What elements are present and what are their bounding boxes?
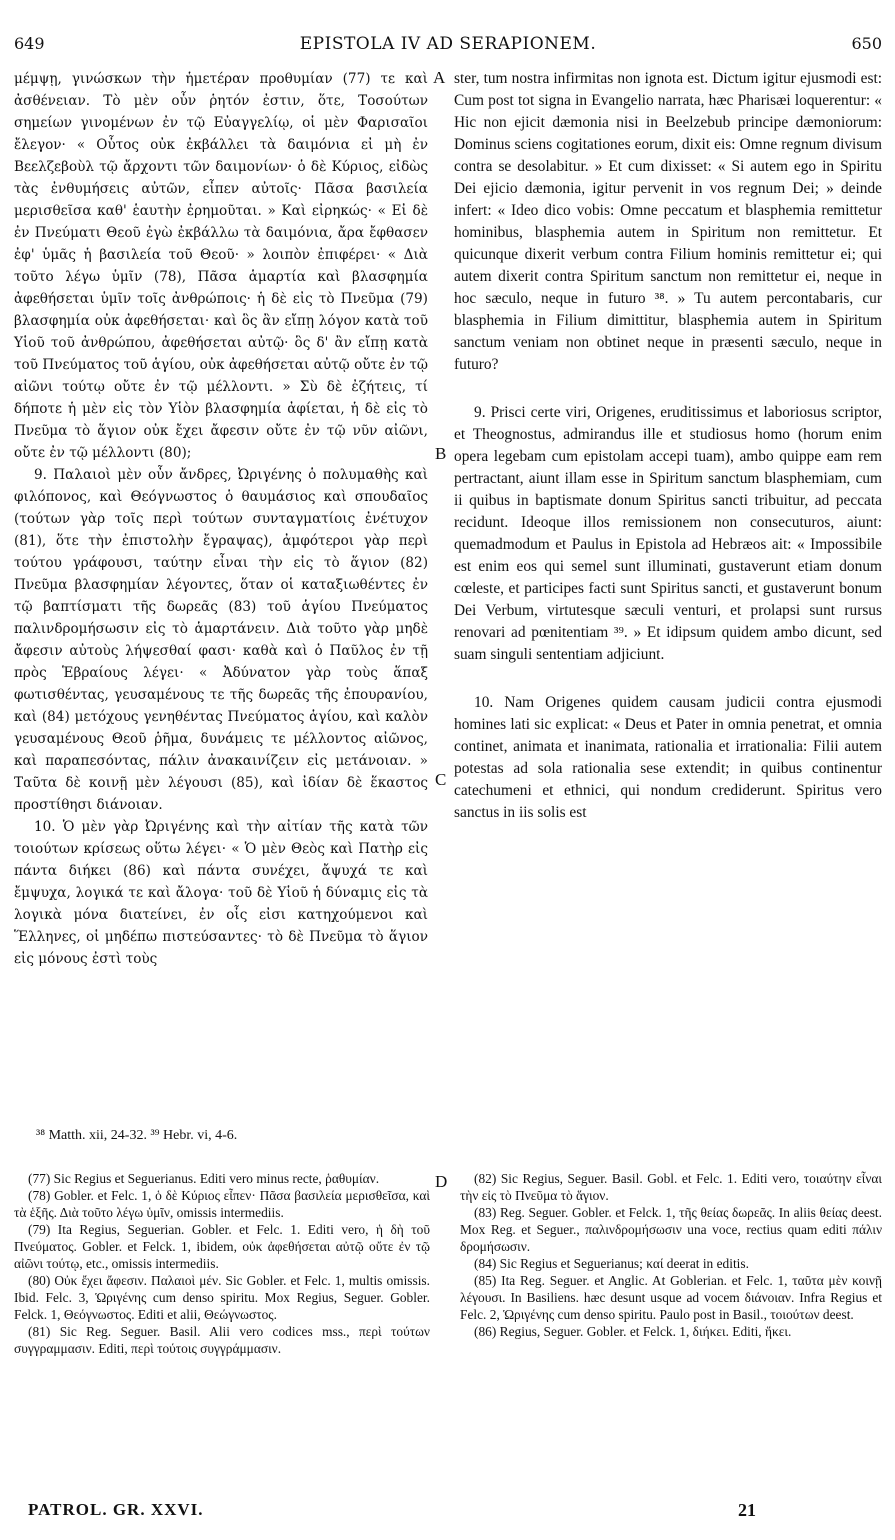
footnote: (80) Οὐκ ἔχει ἄφεσιν. Παλαιοὶ μέν. Sic Gobler. et Felc. 1, multis omissis. Ibid. Felc. 3, Ὡριγένης cum denso spiritu. Mox Regius, Seguer. Gobler. Felck. 1, Θεόγνωστος. Editi et alii, Θεώγνωστος. xyxy=(14,1273,430,1322)
page-number-left: 649 xyxy=(14,34,45,53)
footnotes-left xyxy=(14,1170,430,1357)
latin-paragraph-1: ster, tum nostra infirmitas non ignota est. Dictum igitur ejusmodi est: Cum post tot signa in Evangelio narrata, hæc Pharisæi loquerentur: « Hic non ejicit dæmonia nisi in Beelzebub principe dæmoniorum: Dominus sciens cogitationes eorum, dixit eis: Omne regnum divisum contra se desolabitur. » Et cum dixisset: « Si autem ego in Spiritu Dei ejicio dæmonia, igitur pervenit in vos regnum Dei; » deinde infert: « Ideo dico vobis: Omne peccatum et blasphemia remittetur hominibus, blasphemia autem in Spiritum non remittetur. Et quicunque dixerit verbum contra Filium hominis remittetur ei; qui autem dixerit contra Spiritum sanctum non remittetur ei, neque in hoc sæculo, neque in futuro ³⁸. » Tu autem percontabaris, cur blasphemia in Filium dimittitur, blasphemia autem in Spiritum sanctum veniam non obtinet neque in præsenti sæculo, neque in futuro? xyxy=(454,70,882,373)
running-header xyxy=(14,34,882,58)
page-footer xyxy=(14,1500,882,1528)
latin-paragraph-2: 9. Prisci certe viri, Origenes, eruditissimus et laboriosus scriptor, et Theognostus, admirandus ille et studiosus homo (horum enim opera legebam cum epistolam accepi tuam), ambo quippe eam rem pertractant, aiunt illam esse in Spiritum sanctum blasphemiam, cum ii quibus in baptismate donum Spiritus sancti tribuitur, ad peccata recidunt. Ideoque illos remissionem non consecuturos, aiunt: quemadmodum et Paulus in Epistola ad Hebræos ait: « Impossibile est enim eos qui semel sunt illuminati, gustaverunt etiam donum cœleste, et participes facti sunt Spiritus sancti, et gustaverunt bonum Dei Verbum, virtutesque sæculi venturi, et prolapsi sunt rursus renovari ad pœnitentiam ³⁹. » Et idipsum quidem ambo dicunt, sed suam singuli sententiam adjiciunt. xyxy=(454,404,882,663)
scripture-references: ³⁸ Matth. xii, 24-32. ³⁹ Hebr. vi, 4-6. xyxy=(36,1128,238,1143)
greek-paragraph-1: μέμψῃ, γινώσκων τὴν ἡμετέραν προθυμίαν (77) τε καὶ ἀσθένειαν. Τὸ μὲν οὖν ῥητόν ἐστιν, ὅτε, Τοσούτων σημείων γινομένων ἐν τῷ Εὐαγγελίῳ, οἱ μὲν Φαρισαῖοι ἔλεγον· « Οὗτος οὐκ ἐκβάλλει τὰ δαιμόνια εἰ μὴ ἐν Βεελζεβοὺλ τῷ ἄρχοντι τῶν δαιμονίων· ὁ δὲ Κύριος, εἰδὼς τὰς ἐνθυμήσεις αὐτῶν, εἶπεν αὐτοῖς· Πᾶσα βασιλεία μερισθεῖσα καθ' ἑαυτὴν ἐρημοῦται. » Καὶ εἰρηκώς· « Εἰ δὲ ἐν Πνεύματι Θεοῦ ἐγὼ ἐκβάλλω τὰ δαιμόνια, ἄρα ἔφθασεν ἐφ' ὑμᾶς ἡ βασιλεία τοῦ Θεοῦ· » λοιπὸν ἐπιφέρει· « Διὰ τοῦτο λέγω ὑμῖν (78), Πᾶσα ἁμαρτία καὶ βλασφημία ἀφεθήσεται ὑμῖν τοῖς ἀνθρώποις· ἡ δὲ εἰς τὸ Πνεῦμα (79) βλασφημία οὐκ ἀφεθήσεται· καὶ ὃς ἂν εἴπῃ λόγον κατὰ τοῦ Υἱοῦ τοῦ ἀνθρώπου, ἀφεθήσεται αὐτῷ· ὃς δ' ἂν εἴπῃ κατὰ τοῦ Πνεύματος τοῦ ἁγίου, οὐκ ἀφεθήσεται αὐτῷ οὔτε ἐν τῷ αἰῶνι τούτῳ οὔτε ἐν τῷ μέλλοντι. » Σὺ δὲ ἐζήτεις, τί δήποτε ἡ μὲν εἰς τὸν Υἱὸν βλασφημία ἀφίεται, ἡ δὲ εἰς τὸ Πνεῦμα τὸ ἅγιον οὐκ ἔχει ἄφεσιν οὔτε ἐν τῷ νῦν αἰῶνι, οὔτε ἐν τῷ μέλλοντι (80); xyxy=(14,71,428,461)
footnote: (81) Sic Reg. Seguer. Basil. Alii vero codices mss., περὶ τούτων συγγραμμασιν. Editi, περὶ τούτοις συγγράμμασιν. xyxy=(14,1324,430,1356)
notes-section xyxy=(14,1128,882,1356)
latin-column xyxy=(454,68,882,824)
footer-signature: 21 xyxy=(738,1500,756,1520)
footnote: (79) Ita Regius, Seguerian. Gobler. et Felc. 1. Editi vero, ἡ δὴ τοῦ Πνεύματος. Gobler. et Felck. 1, ibidem, οὐκ ἀφεθήσεται αὐτῷ οὔτε ἐν τῷ αἰῶνι τούτῳ, etc., omissis intermediis. xyxy=(14,1222,430,1271)
footnotes-right xyxy=(460,1170,882,1340)
margin-marker-c: C xyxy=(435,770,447,789)
greek-paragraph-2: 9. Παλαιοὶ μὲν οὖν ἄνδρες, Ὠριγένης ὁ πολυμαθὴς καὶ φιλόπονος, καὶ Θεόγνωστος ὁ θαυμάσιος καὶ σπουδαῖος (τούτων γὰρ τοῖς περὶ τούτων συνταγματίοις ἐνέτυχον (81), ὅτε τὴν ἐπιστολὴν ἔγραψας), ἀμφότεροι γὰρ περὶ τούτου γράφουσι, ταύτην εἶναι τὴν εἰς τὸ ἅγιον (82) Πνεῦμα βλασφημίαν λέγοντες, ὅταν οἱ καταξιωθέντες ἐν τῷ βαπτίσματι τῆς δωρεᾶς (83) τοῦ ἁγίου Πνεύματος παλινδρομήσωσιν εἰς τὸ ἁμαρτάνειν. Διὰ τοῦτο γὰρ μηδὲ ἄφεσιν αὐτοὺς λήψεσθαί φασι· καθὰ καὶ ὁ Παῦλος ἐν τῇ πρὸς Ἑβραίους λέγει· « Ἀδύνατον γὰρ τοὺς ἅπαξ φωτισθέντας, γευσαμένους τε τῆς δωρεᾶς τῆς ἐπουρανίου, καὶ (84) μετόχους γενηθέντας Πνεύματος ἁγίου, καὶ καλὸν γευσαμένους Θεοῦ ῥῆμα, δυνάμεις τε μέλλοντος αἰῶνος, καὶ παραπεσόντας, πάλιν ἀνακαινίζειν εἰς μετάνοιαν. » Ταῦτα δὲ κοινῇ μὲν λέγουσι (85), καὶ ἰδίαν δὲ ἕκαστος προστίθησι διάνοιαν. xyxy=(14,467,428,813)
footer-volume: PATROL. GR. XXVI. xyxy=(28,1500,204,1519)
greek-column xyxy=(14,68,428,970)
latin-paragraph-3: 10. Nam Origenes quidem causam judicii contra ejusmodi homines lati sic explicat: « Deus et Pater in omnia penetrat, et omnia continet, animata et inanimata, rationalia et irrationalia: Filii autem potestas ad sola rationalia sese extendit; in quibus continentur catechumeni et ethnici, qui nondum crediderunt. Spiritus vero sanctus in iis solis est xyxy=(454,694,882,821)
document-page xyxy=(14,0,882,1540)
footnote: (86) Regius, Seguer. Gobler. et Felck. 1, διήκει. Editi, ἥκει. xyxy=(474,1324,792,1339)
footnote: (83) Reg. Seguer. Gobler. et Felck. 1, τῆς θείας δωρεᾶς. In aliis θείας deest. Mox Reg. et Seguer., παλινδρομήσωσιν una voce, rectius quam editi πάλιν δρομήσωσιν. xyxy=(460,1205,882,1254)
footnote: (78) Gobler. et Felc. 1, ὁ δὲ Κύριος εἶπεν· Πᾶσα βασιλεία μερισθεῖσα, καὶ τὰ ἑξῆς. Διὰ τοῦτο λέγω ὑμῖν, omissis intermediis. xyxy=(14,1188,430,1220)
footnote: (77) Sic Regius et Seguerianus. Editi vero minus recte, ῥαθυμίαν. xyxy=(28,1171,380,1186)
running-title: EPISTOLA IV AD SERAPIONEM. xyxy=(299,34,597,54)
footnote: (85) Ita Reg. Seguer. et Anglic. At Goblerian. et Felc. 1, ταῦτα μὲν κοινῇ λέγουσι. In Basiliens. hæc desunt usque ad vocem διάνοιαν. Infra Regius et Felc. 2, Ὡριγένης cum denso spiritu. Paulo post in Basil., τοιούτων deest. xyxy=(460,1273,882,1322)
page-number-right: 650 xyxy=(851,34,882,53)
footnote: (82) Sic Regius, Seguer. Basil. Gobl. et Felc. 1. Editi vero, τοιαύτην εἶναι τὴν εἰς τὸ Πνεῦμα τὸ ἅγιον. xyxy=(460,1171,882,1203)
margin-marker-b: B xyxy=(435,444,447,463)
margin-marker-d: D xyxy=(435,1172,448,1191)
margin-marker-a: A xyxy=(433,68,446,87)
footnote: (84) Sic Regius et Seguerianus; καί deerat in editis. xyxy=(474,1256,749,1271)
greek-paragraph-3: 10. Ὁ μὲν γὰρ Ὠριγένης καὶ τὴν αἰτίαν τῆς κατὰ τῶν τοιούτων κρίσεως οὕτω λέγει· « Ὁ μὲν Θεὸς καὶ Πατὴρ εἰς πάντα διήκει (86) καὶ πάντα συνέχει, ἄψυχά τε καὶ ἔμψυχα, λογικά τε καὶ ἄλογα· τοῦ δὲ Υἱοῦ ἡ δύναμις εἰς τὰ λογικὰ μόνα διατείνει, ἐν οἷς εἰσι κατηχούμενοι καὶ Ἕλληνες, οἱ μηδέπω πιστεύσαντες· τὸ δὲ Πνεῦμα τὸ ἅγιον εἰς μόνους ἐστὶ τοὺς xyxy=(14,819,428,967)
